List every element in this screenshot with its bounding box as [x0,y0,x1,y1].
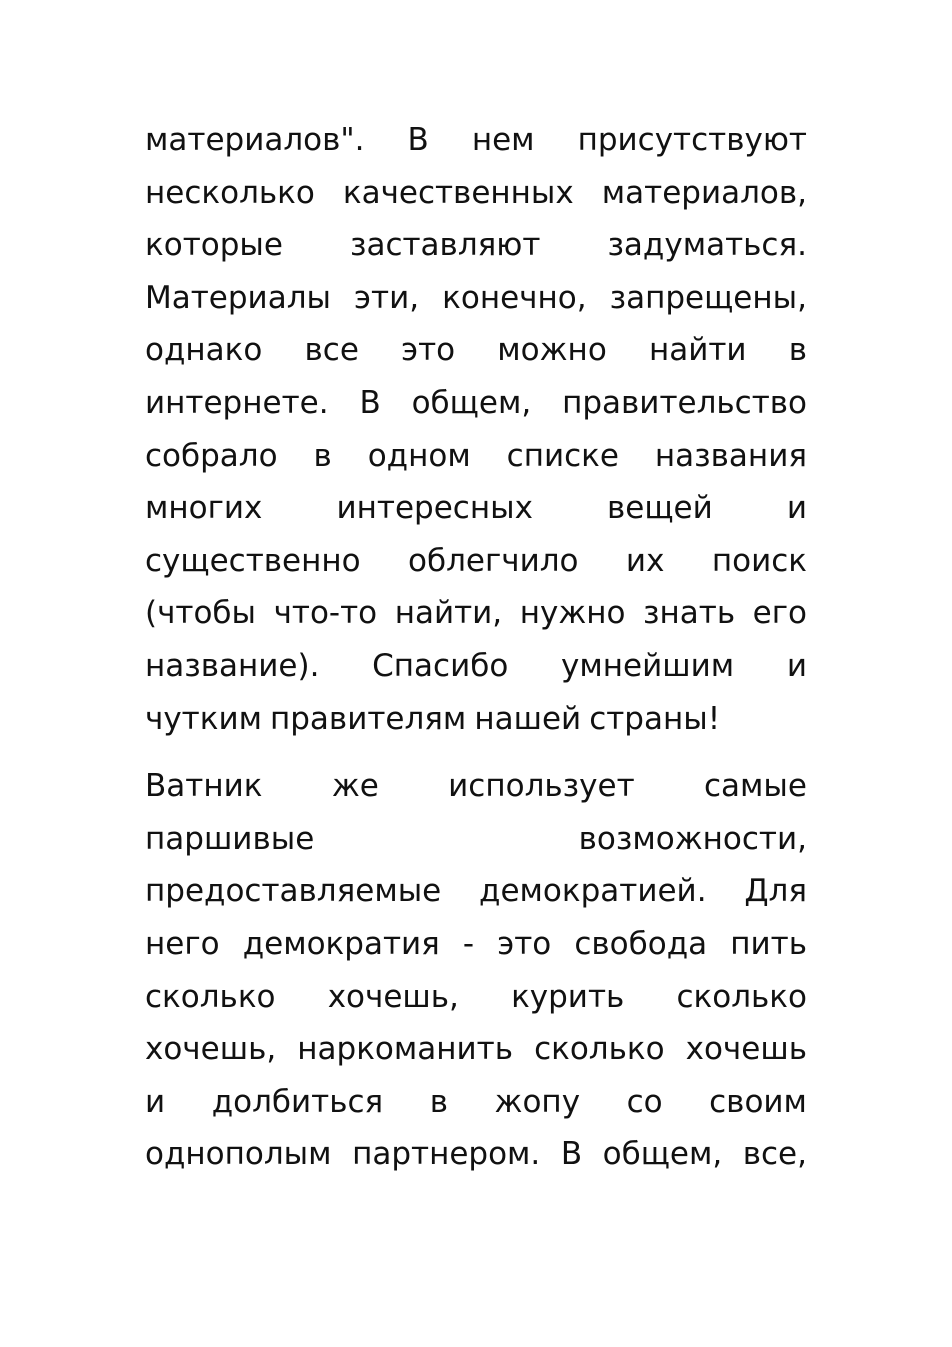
word: долбиться [211,1083,384,1120]
word: партнером. [352,1136,541,1173]
word: все, [742,1136,807,1173]
word: найти, [394,595,503,632]
word: страны! [589,700,721,737]
word: Ватник [145,768,263,805]
paragraph-1 [145,114,807,745]
word: знать [643,595,736,632]
text-line [145,693,807,746]
text-line [145,377,807,430]
word: правителям [269,700,467,737]
word: многих [145,490,263,527]
word: присутствуют [577,122,807,158]
word: найти [648,332,747,369]
text-line [145,1023,807,1076]
word: и [786,490,807,527]
word: заставляют [349,227,541,264]
text-line [145,918,807,971]
word: и [145,1083,166,1120]
text-line [145,813,807,866]
text-line [145,167,807,220]
text-line [145,865,807,918]
word: которые [145,227,283,264]
word: В [359,384,381,421]
text-line [145,272,807,325]
word: существенно [145,542,361,579]
word: паршивые [145,820,315,857]
text-line [145,535,807,588]
word: эти, [354,279,420,316]
word: в [429,1083,448,1120]
word: сколько [145,978,276,1015]
word: демократия [242,925,440,962]
word: нем [471,122,535,158]
text-line [145,219,807,272]
text-line [145,587,807,640]
text-line [145,482,807,535]
word: конечно, [442,279,587,316]
word: предоставляемые [145,873,442,910]
word: курить [511,978,625,1015]
word: можно [497,332,607,369]
word: демократией. [479,873,707,910]
word: одном [367,437,471,474]
text-line [145,1128,807,1181]
text-line [145,1076,807,1129]
word: поиск [711,542,807,579]
word: правительство [562,384,807,421]
word: него [145,925,220,962]
word: их [625,542,665,579]
word: Спасибо [372,647,509,684]
word: своим [709,1083,807,1120]
word: собрало [145,437,278,474]
word: его [752,595,807,632]
word: однако [145,332,263,369]
text-line [145,114,807,167]
word: хочешь [685,1031,807,1068]
word: интернете. [145,384,329,421]
word: сколько [534,1031,665,1068]
word: возможности, [578,820,807,857]
word: материалов". [145,122,365,158]
word: названия [654,437,807,474]
word: хочешь, [145,1031,277,1068]
word: В [407,122,429,158]
word: (чтобы [145,595,257,632]
word: запрещены, [609,279,807,316]
word: самые [703,768,807,805]
text-line [145,971,807,1024]
word: однополым [145,1136,332,1173]
word: использует [448,768,635,805]
text-line [145,760,807,813]
word: материалов, [601,174,807,211]
word: вещей [607,490,713,527]
word: задуматься. [607,227,807,264]
word: это [401,332,456,369]
word: в [788,332,807,369]
word: это [497,925,552,962]
word: пить [730,925,807,962]
paragraph-2 [145,760,807,1181]
word: облегчило [408,542,579,579]
word: хочешь, [327,978,459,1015]
word: общем, [411,384,532,421]
word: в [313,437,332,474]
word: общем, [602,1136,723,1173]
word: списке [506,437,619,474]
word: наркоманить [297,1031,514,1068]
word: сколько [676,978,807,1015]
word: несколько [145,174,315,211]
word: умнейшим [561,647,735,684]
word: - [462,925,475,962]
word: нашей [474,700,582,737]
text-line [145,640,807,693]
text-line [145,324,807,377]
word: со [626,1083,663,1120]
word: жопу [494,1083,581,1120]
word: что-то [273,595,378,632]
body-text [145,114,807,1181]
word: В [560,1136,583,1173]
word: же [331,768,379,805]
word: качественных [342,174,574,211]
word: чутким [145,700,262,737]
word: нужно [519,595,626,632]
word: название). [145,647,320,684]
word: Для [744,873,807,910]
word: интересных [336,490,533,527]
word: Материалы [145,279,331,316]
word: все [304,332,359,369]
text-line [145,430,807,483]
word: и [786,647,807,684]
paragraph-spacing [145,745,807,760]
word: свобода [574,925,708,962]
